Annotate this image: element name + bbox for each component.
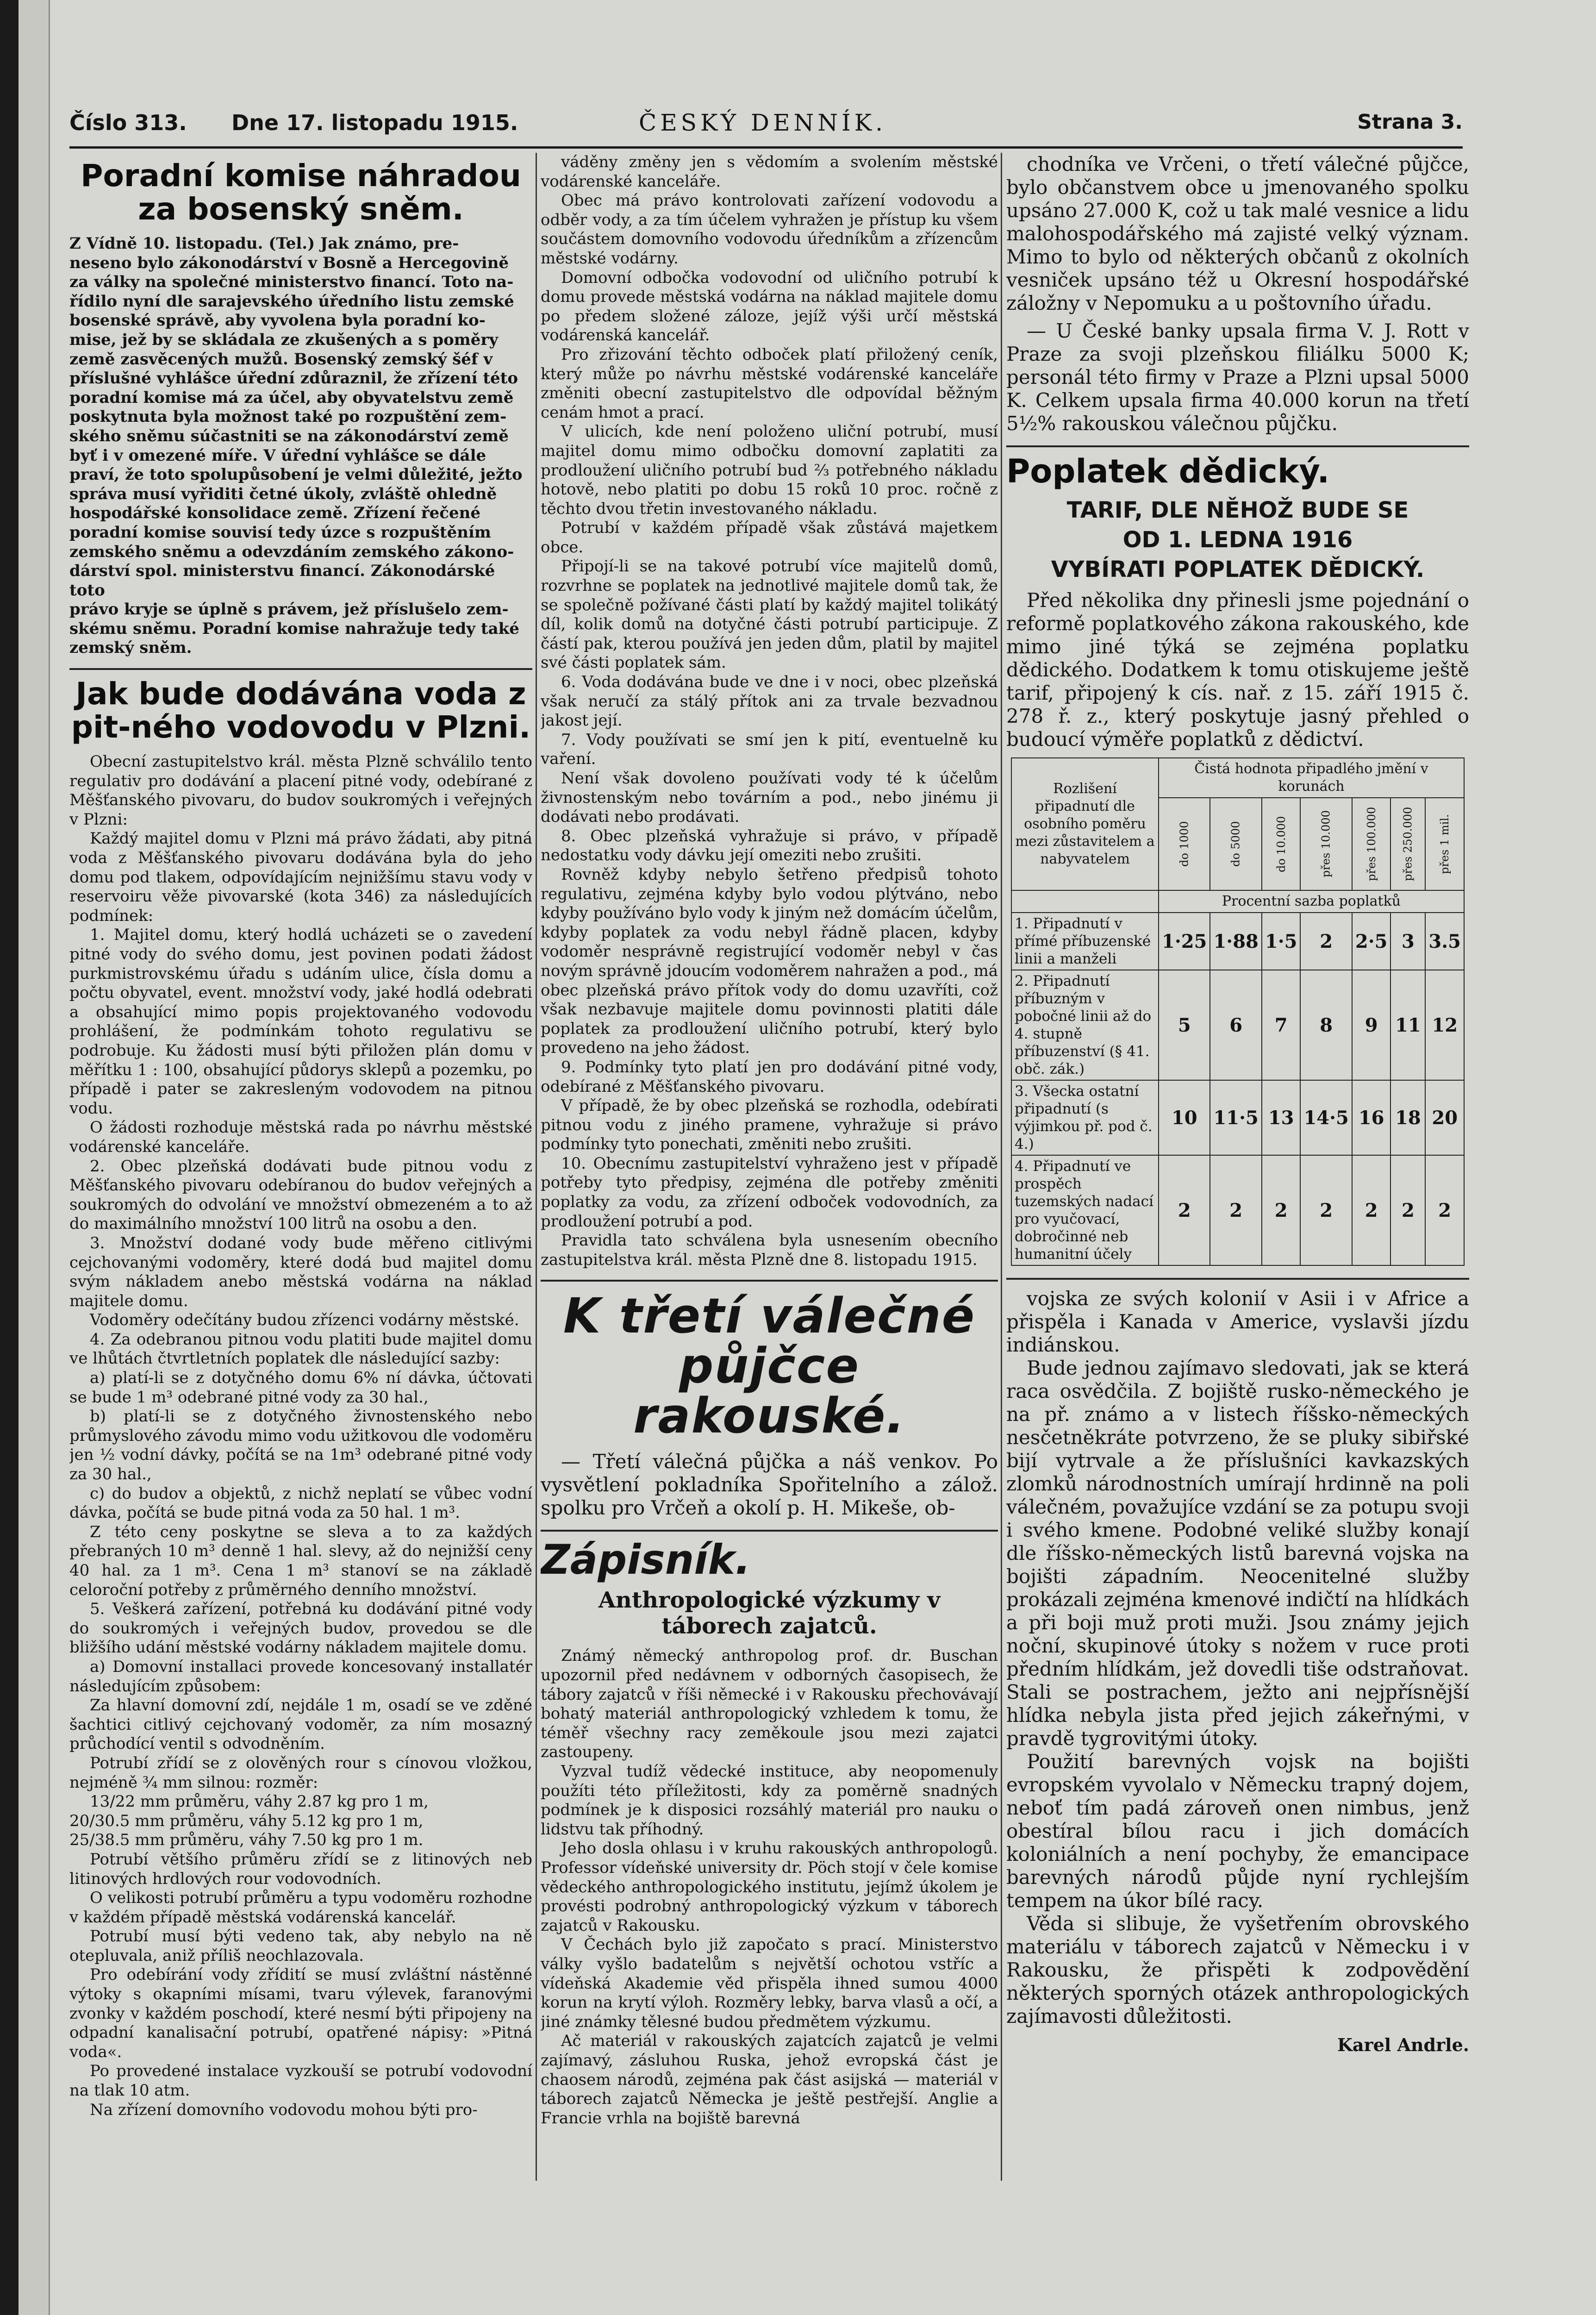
table-cell: 2 [1210, 1155, 1261, 1265]
article-divider [541, 1280, 998, 1282]
paragraph: 4. Za odebranou pitnou vodu platiti bude majitel domu ve lhůtách čtvrtletních poplatek dle následující sazby: [69, 1330, 532, 1368]
table-column-header: přes 100.000 [1352, 798, 1391, 890]
article-continuation [541, 153, 998, 1270]
table-column-header: do 10.000 [1262, 798, 1301, 890]
article-divider [1006, 445, 1469, 447]
article-divider [541, 1530, 998, 1532]
table-cell: 11·5 [1210, 1080, 1261, 1155]
table-column-header: přes 10.000 [1300, 798, 1352, 890]
paragraph: 5. Veškerá zařízení, potřebná ku dodávání pitné vody do soukromých i veřejných budov, provedou se dle bližšího udání městské vodárny nákladem majitele domu. [69, 1600, 532, 1657]
table-cell: 20 [1425, 1080, 1464, 1155]
article-body: Před několika dny přinesli jsme pojednání o reformě poplatkového zákona rakouského, kde mimo jiné týká se zejména poplatku dědického. Dodatkem k tomu otiskujeme ještě tarif, připojený k cís. nař. z 15. září 1915 č. 278 ř. z., který poskytuje jasný přehled o budoucí výměře poplatků z dědictví. [1006, 589, 1469, 751]
table-cell: 3 [1390, 913, 1425, 970]
paragraph: 13/22 mm průměru, váhy 2.87 kg pro 1 m, 20/30.5 mm průměru, váhy 5.12 kg pro 1 m, 25/38.5 mm průměru, váhy 7.50 kg pro 1 m. [69, 1792, 429, 1850]
table-corner-label: Rozlišení připadnutí dle osobního poměru mezi zůstavitelem a nabyvatelem [1011, 758, 1159, 890]
adjacent-page-edge [19, 0, 50, 2315]
newspaper-page [19, 0, 1596, 2315]
paragraph: Na zřízení domovního vodovodu mohou býti pro- [90, 2100, 478, 2119]
paragraph: 7. Vody používati se smí jen k pití, eventuelně ku vaření. [541, 730, 998, 769]
table-cell: 2 [1262, 1155, 1301, 1265]
paragraph: Jeho dosla ohlasu i v kruhu rakouských anthropologů. Professor vídeňské university dr. Pöch stojí v čele komise vědeckého anthropologického institutu, jejímž úkolem je provésti podrobný anthropologický výzkum v táborech zajatců v Rakousku. [541, 1839, 998, 1935]
table-column-header: do 5000 [1210, 798, 1261, 890]
table-cell: 6 [1210, 970, 1261, 1080]
tax-rate-table [1011, 757, 1465, 1266]
paragraph: Potrubí v každém případě však zůstává majetkem obce. [541, 519, 998, 557]
table-row-label: 2. Připadnutí příbuzným v pobočné linii až do 4. stupně příbuzenství (§ 41. obč. zák.) [1011, 970, 1159, 1080]
paragraph: 1. Majitel domu, který hodlá ucházeti se o zavedení pitné vody do svého domu, jest povinen podati žádost purkmistrovskému úřadu s udáním ulice, čísla domu a počtu obyvatel, event. množství vody, jaké hodlá odebrati a obsahující mimo popis projektovaného vodovodu prohlášení, že podmínkám tohoto regulativu se podrobuje. Ku žádosti musí býti přiložen plán domu v měřítku 1 : 100, obsahující půdorys sklepů a pozemku, po případě i pater se zakresleným vodovodem na pitnou vodu. [69, 926, 532, 1118]
table-column-header: přes 250.000 [1390, 798, 1425, 890]
table-cell: 2 [1159, 1155, 1210, 1265]
issue-date: Dne 17. listopadu 1915. [231, 110, 518, 135]
paragraph: Vyzval tudíž vědecké instituce, aby neopomenuly použíti této příležitosti, kdy za poměrně snadných podmínek je k disposici rozsáhlý materiál pro nauku o lidstvu tak příhodný. [541, 1762, 998, 1839]
table-cell: 18 [1390, 1080, 1425, 1155]
paragraph: Pravidla tato schválena byla usnesením obecního zastupitelstva král. města Plzně dne 8. listopadu 1915. [541, 1231, 998, 1269]
paragraph: V ulicích, kde není položeno uliční potrubí, musí majitel domu mimo odbočku domovní zaplatiti za prodloužení uličního potrubí bud ⅔ potřebného nákladu hotově, nebo platiti po dobu 15 roků 10 proc. ročně z těchto dvou třetin investovaného nákladu. [541, 422, 998, 518]
table-cell: 14·5 [1300, 1080, 1352, 1155]
table-column-header: do 1000 [1159, 798, 1210, 890]
article-title: Poradní komise náhradou za bosenský sněm. [81, 158, 521, 227]
paragraph: Pro odebírání vody zřídití se musí zvláštní nástěnné výtoky s okapními mísami, tvaru výlevek, faranovými zvonky v každém poschodí, které nesmí býti připojeny na odpadní kanalisační potrubí, opatřené nápisy: »Pitná voda«. [69, 1965, 532, 2061]
article-divider [1006, 1278, 1469, 1280]
paragraph: Není však dovoleno používati vody té k účelům živnostenským nebo továrním a pod., nebo jinému ji dodávati nebo prodávati. [541, 769, 998, 826]
article-body: — U České banky upsala firma V. J. Rott v Praze za svoji plzeňskou filiálku 5000 K; personál této firmy v Praze a Plzni upsal 5000 K. Celkem upsala firma 40.000 korun na třetí 5½% rakouskou válečnou půjčku. [1006, 319, 1469, 435]
column-2 [541, 153, 998, 2181]
article-body: — Třetí válečná půjčka a náš venkov. Po vysvětlení pokladníka Spořitelního a zálož. spolku pro Vrčeň a okolí p. H. Mikeše, ob- [541, 1450, 998, 1520]
paragraph: Bude jednou zajímavo sledovati, jak se která raca osvědčila. Z bojiště rusko-německého je na př. známo a v listech říšsko-německých nesčetněkráte potvrzeno, že se pluky sibiřské bijí vytrvale a že příslušníci kavkazských zlomků národnostních umírají hrdinně na poli válečném, považujíce vzdání se za potupu svoji i svého kmene. Podobné veliké služby konají dle říšsko-německých listů barevná vojska na bojišti západním. Neocenitelné služby prokázali zejména kmenové indičtí na hlídkách a při boji muž proti muži. Jsou známy jejich noční, skupinové útoky s nožem v ruce proti předním hlídkám, jež dovedli tiše odstraňovat. Stali se postrachem, ježto ani nejpřísnější hlídka nebyla jista před jejich zákeřnými, v pravdě tygrovitými útoky. [1006, 1357, 1469, 1750]
table-cell: 2·5 [1352, 913, 1391, 970]
tarif-heading: VYBÍRATI POPLATEK DĚDICKÝ. [1051, 557, 1425, 582]
table-spacer [1011, 890, 1159, 913]
paragraph: Připojí-li se na takové potrubí více majitelů domů, rozvrhne se poplatek na jednotlivé majitele domů tak, že se společně požívané části platí by každý majitel tolikátý díl, kolik domů na dotyčné části potrubí participuje. Z částí pak, kterou používá jen jeden dům, platil by majitel své části poplatek sám. [541, 557, 998, 672]
paragraph: Vodoměry odečítány budou zřízenci vodárny městské. [90, 1311, 519, 1330]
paragraph: 6. Voda dodávána bude ve dne i v noci, obec plzeňská však neručí za stálý přítok ani za trvale bezvadnou jakost její. [541, 673, 998, 730]
paragraph: 2. Obec plzeňská dodávati bude pitnou vodu z Měšťanského pivovaru odebíranou do budov veřejných a soukromých do odvolání ve množství obmezeném a to až do maximálního množství 100 litrů na osobu a den. [69, 1157, 532, 1233]
article-divider [69, 668, 532, 670]
paragraph: Ač materiál v rakouských zajatcích zajatců je velmi zajímavý, zásluhou Ruska, jehož evropská část je chaosem národů, zejména pak část asijská — materiál v táborech zajatců Německa je ještě pestřejší. Anglie a Francie vrhla na bojiště barevná [541, 2032, 998, 2127]
column-3 [1006, 153, 1469, 2181]
table-cell: 1·88 [1210, 913, 1261, 970]
article-body [541, 1646, 998, 2128]
tarif-heading: OD 1. LEDNA 1916 [1122, 527, 1353, 553]
paragraph: Domovní odbočka vodovodní od uličního potrubí k domu provede městská vodárna na náklad majitele domu po předem složené záloze, jejíž výši určí městská vodárenská kancelář. [541, 268, 998, 345]
paragraph: Za hlavní domovní zdí, nejdále 1 m, osadí se ve zděné šachtici citlivý cejchovaný vodoměr, za ním mosazný průchodící ventil s odvodněním. [69, 1696, 532, 1753]
table-cell: 2 [1300, 1155, 1352, 1265]
page-header [69, 110, 1463, 143]
paragraph: 10. Obecnímu zastupitelství vyhraženo jest v případě potřeby tyto předpisy, zejména dle potřeby změniti poplatky za vodu, za zřízení odboček vodovodních, za prodloužení potrubí a pod. [541, 1154, 998, 1231]
column-divider [1001, 153, 1002, 2181]
article-subtitle: Anthropologické výzkumy v táborech zajatců. [598, 1587, 941, 1639]
table-cell: 2 [1390, 1155, 1425, 1265]
table-row [1011, 970, 1464, 1080]
paragraph: Z této ceny poskytne se sleva a to za každých přebraných 10 m³ denně 1 hal. slevy, až do nejnižší ceny 40 hal. za 1 m³. Cena 1 m³ stanoví se na základě celoroční potřeby z průměrného denního množství. [69, 1522, 532, 1599]
paragraph: váděny změny jen s vědomím a svolením městské vodárenské kanceláře. [541, 153, 998, 191]
column-divider [536, 153, 537, 2181]
table-group-header: Čistá hodnota připadlého jmění v korunách [1159, 758, 1464, 798]
table-row [1011, 913, 1464, 970]
article-title: Jak bude dodávána voda z pit-ného vodovodu v Plzni. [71, 676, 531, 745]
paragraph: 9. Podmínky tyto platí jen pro dodávání pitné vody, odebírané z Měšťanského pivovaru. [541, 1057, 998, 1096]
paragraph: Potrubí musí býti vedeno tak, aby nebylo na ně otepluvala, aniž příliš neochlazovala. [69, 1927, 532, 1965]
table-cell: 3.5 [1425, 913, 1464, 970]
table-cell: 9 [1352, 970, 1391, 1080]
tarif-heading: TARIF, DLE NĚHOŽ BUDE SE [1066, 497, 1409, 523]
table-cell: 2 [1425, 1155, 1464, 1265]
table-cell: 16 [1352, 1080, 1391, 1155]
article-body [69, 752, 532, 2120]
paragraph: Obec má právo kontrolovati zařízení vodovodu a odběr vody, a za tím účelem vyhražen je přístup ku všem součástem domovního vodovodu úředníkům a zřízencům městské vodárny. [541, 191, 998, 268]
table-cell: 11 [1390, 970, 1425, 1080]
article-body: Z Vídně 10. listopadu. (Tel.) Jak známo, pre- neseno bylo zákonodárství v Bosně a Hercegovině za války na společné ministerstvo financí. Toto na- řídilo nyní dle sarajevského úředního listu zemské bosenské správě, aby vyvolena byla poradní ko- mise, jež by se skládala ze zkušených a s poměry země zasvěcených mužů. Bosenský zemský šéf v příslušné vyhlášce úřední zdůraznil, že zřízení této poradní komise má za účel, aby obyvatelstvu země poskytnuta byla možnost také po rozpuštění zem- ského sněmu súčastniti se na zákonodárství země byť i v omezené míře. V úřední vyhlášce se dále praví, že toto spolupůsobení je velmi důležité, ježto správa musí vyřiditi četné úkoly, zvláště ohledně hospodářské konsolidace země. Zřízení řečené poradní komise souvisí tedy úzce s rozpuštěním zemského sněmu a odevzdáním zemského zákono- dárství spol. ministerstvu financí. Zákonodárské toto právo kryje se úplně s právem, jež příslušelo zem- skému sněmu. Poradní komise nahražuje tedy také zemský sněm. [69, 234, 523, 657]
table-cell: 8 [1300, 970, 1352, 1080]
paragraph: Po provedené instalace vyzkouší se potrubí vodovodní na tlak 10 atm. [69, 2062, 532, 2100]
table-cell: 1·25 [1159, 913, 1210, 970]
table-row-label: 4. Připadnutí ve prospěch tuzemských nadací pro vyučovací, dobročinné neb humanitní účely [1011, 1155, 1159, 1265]
table-cell: 5 [1159, 970, 1210, 1080]
header-rule [69, 146, 1463, 149]
paragraph: O žádosti rozhoduje městská rada po návrhu městské vodárenské kanceláře. [69, 1118, 532, 1156]
paragraph: 8. Obec plzeňská vyhražuje si právo, v případě nedostatku vody dávku její omeziti nebo zrušiti. [541, 826, 998, 865]
table-row [1011, 1080, 1464, 1155]
issue-number: Číslo 313. [69, 110, 187, 135]
table-cell: 2 [1300, 913, 1352, 970]
paragraph: b) platí-li se z dotyčného živnostenského nebo průmyslového závodu mimo vodu užitkovou dle vodoměru jen ½ vodní dávky, počítá se na 1m³ odebrané pitné vody za 30 hal., [69, 1407, 532, 1484]
table-row-label: 3. Všecka ostatní připadnutí (s výjimkou př. pod č. 4.) [1011, 1080, 1159, 1155]
article-continuation [1006, 1287, 1469, 2028]
masthead: ČESKÝ DENNÍK. [639, 109, 887, 136]
table-body [1011, 913, 1464, 1265]
table-cell: 13 [1262, 1080, 1301, 1155]
paragraph: Známý německý anthropolog prof. dr. Buschan upozornil před nedávnem v odborných časopisech, že tábory zajatců v říši německé i v Rakousku přechovávají bohatý materiál anthropologický vzhledem k tomu, že téměř všechny racy zeměkoule jsou mezi zajatci zastoupeny. [541, 1646, 998, 1762]
table-row [1011, 1155, 1464, 1265]
paragraph: Potrubí zřídí se z olověných rour s cínovou vložkou, nejméně ¾ mm silnou: rozměr: [69, 1753, 532, 1792]
paragraph: c) do budov a objektů, z nichž neplatí se vůbec vodní dávka, počítá se bude pitná voda za 50 hal. 1 m³. [69, 1484, 532, 1522]
paragraph: Rovněž kdyby nebylo šetřeno předpisů tohoto regulativu, zejména kdyby bylo vodou plýtváno, nebo kdyby používáno bylo vody k jiným než domácím účelům, kdyby poplatek za vodu nebyl řádně placen, kdyby vodoměr nesprávně registrující vodoměr nebyl v čas novým správně jdoucím vodoměrem nahražen a pod., má obec plzeňská právo přítok vody do domu uzavříti, což však nezbavuje majitele domu povinnosti platiti dále poplatek za prodloužení uličního potrubí, který bylo provedeno na jeho žádost. [541, 865, 998, 1057]
paragraph: Věda si slibuje, že vyšetřením obrovského materiálu v táborech zajatců v Německu i v Rakousku, že přispěti k zodpovědění některých sporných otázek anthropologických zajímavosti důležitosti. [1006, 1912, 1469, 2027]
table-column-header: přes 1 mil. [1425, 798, 1464, 890]
paragraph: Potrubí většího průměru zřídí se z litinových neb litinových hrdlových rour vodovodních. [69, 1850, 532, 1888]
table-cell: 12 [1425, 970, 1464, 1080]
paragraph: 3. Množství dodané vody bude měřeno citlivými cejchovanými vodoměry, které dodá bud majitel domu svým nákladem anebo městská vodárna na náklad majitele domu. [69, 1233, 532, 1310]
table-subheader: Procentní sazba poplatků [1159, 890, 1464, 913]
section-title: K třetí válečné půjčce rakouské. [563, 1288, 976, 1445]
paragraph: vojska ze svých kolonií v Asii i v Africe a přispěla i Kanada v Americe, vyslavši jízdu indiánskou. [1006, 1287, 1469, 1356]
table-row-label: 1. Připadnutí v přímé příbuzenské linii a manželi [1011, 913, 1159, 970]
paragraph: Použití barevných vojsk na bojišti evropském vyvolalo v Německu trapný dojem, neboť tím padá zároveň onen nimbus, jenž obestíral bílou racu i jich domácích koloniálních a není pochyby, že emancipace barevných národů půjde nyní rychlejším tempem na úkor bílé racy. [1006, 1750, 1469, 1912]
table-cell: 7 [1262, 970, 1301, 1080]
table-cell: 10 [1159, 1080, 1210, 1155]
paragraph: Obecní zastupitelstvo král. města Plzně schválilo tento regulativ pro dodávání a placení pitné vody, odebírané z Měšťanského pivovaru, do budov soukromých i veřejných v Plzni: [69, 752, 532, 829]
paragraph: O velikosti potrubí průměru a typu vodoměru rozhodne v každém případě městská vodárenská kancelář. [69, 1889, 532, 1927]
author-signature: Karel Andrle. [1337, 2034, 1469, 2055]
column-1 [69, 153, 532, 2181]
table-cell: 1·5 [1262, 913, 1301, 970]
paragraph: V Čechách bylo již započato s prací. Ministerstvo války vyšlo badatelům s největší ochotou vstříc a vídeňská Akademie věd přispěla ihned sumou 4000 korun na krytí výloh. Rozměry lebky, barva vlasů a očí, a jiné známky tělesné budou předmětem výzkumu. [541, 1935, 998, 2031]
article-body: chodníka ve Vrčeni, o třetí válečné půjčce, bylo občanstvem obce u jmenovaného spolku upsáno 27.000 K, což u tak malé vesnice a lidu malohospodářského má zajisté velký význam. Mimo to bylo od některých občanů z okolních vesniček upsáno též u Okresní hospodářské záložny v Nepomuku a u poštovního úřadu. [1006, 153, 1469, 314]
table-cell: 2 [1352, 1155, 1391, 1265]
paragraph: Pro zřizování těchto odboček platí přiložený ceník, který může po návrhu městské vodárenské kanceláře změniti obecní zastupitelstvo dle odpovídal běžným cenám hmot a prací. [541, 345, 998, 422]
page-number: Strana 3. [1357, 110, 1463, 134]
paragraph: a) platí-li se z dotyčného domu 6% ní dávka, účtovati se bude 1 m³ odebrané pitné vody za 30 hal., [69, 1369, 532, 1407]
article-title: Poplatek dědický. [1006, 452, 1330, 490]
paragraph: V případě, že by obec plzeňská se rozhodla, odebírati pitnou vodu z jiného pramene, vyhražuje si právo podmínky tyto ponechati, změniti nebo zrušiti. [541, 1096, 998, 1154]
paragraph: Každý majitel domu v Plzni má právo žádati, aby pitná voda z Měšťanského pivovaru dodávána byla do jeho domu pod tlakem, odpovídajícím nejnižšímu stavu vody v reservoiru věže pivovarské (kota 346) za následujících podmínek: [69, 829, 532, 925]
section-title: Zápisník. [541, 1536, 751, 1584]
paragraph: a) Domovní installaci provede koncesovaný installatér následujícím způsobem: [69, 1657, 532, 1696]
